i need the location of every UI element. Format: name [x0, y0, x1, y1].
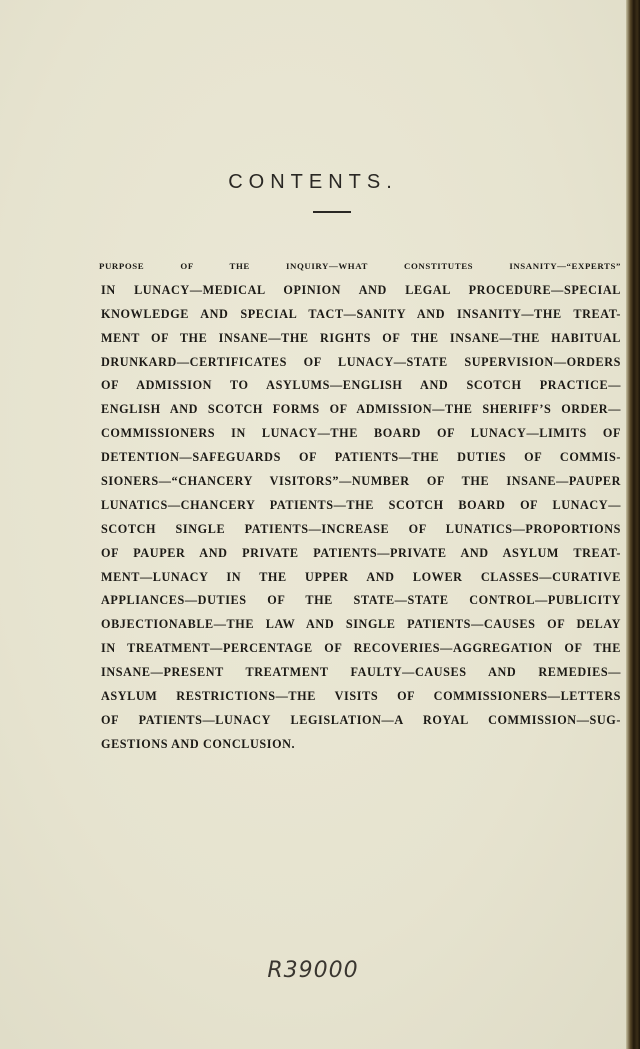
contents-paragraph — [101, 255, 621, 757]
title-rule — [313, 211, 351, 213]
contents-line: GESTIONS AND CONCLUSION. — [101, 736, 296, 751]
contents-line: INSANE—PRESENT TREATMENT FAULTY—CAUSES AND REMEDIES— — [101, 665, 621, 680]
contents-line: SCOTCH SINGLE PATIENTS—INCREASE OF LUNATICS—PROPORTIONS — [101, 521, 621, 536]
contents-line: IN TREATMENT—PERCENTAGE OF RECOVERIES—AGGREGATION OF THE — [101, 641, 621, 656]
contents-line: COMMISSIONERS IN LUNACY—THE BOARD OF LUNACY—LIMITS OF — [101, 426, 621, 441]
contents-line: DETENTION—SAFEGUARDS OF PATIENTS—THE DUTIES OF COMMIS- — [101, 450, 621, 465]
contents-line: APPLIANCES—DUTIES OF THE STATE—STATE CONTROL—PUBLICITY — [101, 593, 621, 608]
page-edge — [626, 0, 640, 1049]
catalog-mark: R39000 — [267, 958, 359, 983]
contents-line: OF ADMISSION TO ASYLUMS—ENGLISH AND SCOTCH PRACTICE— — [101, 378, 621, 393]
contents-line: PURPOSE OF THE INQUIRY—WHAT CONSTITUTES INSANITY—“EXPERTS” — [99, 261, 621, 271]
contents-line: OF PAUPER AND PRIVATE PATIENTS—PRIVATE AND ASYLUM TREAT- — [101, 545, 621, 560]
contents-line: OF PATIENTS—LUNACY LEGISLATION—A ROYAL COMMISSION—SUG- — [101, 712, 621, 727]
contents-line: ENGLISH AND SCOTCH FORMS OF ADMISSION—THE SHERIFF’S ORDER— — [101, 402, 621, 417]
contents-line: SIONERS—“CHANCERY VISITORS”—NUMBER OF THE INSANE—PAUPER — [101, 474, 621, 489]
contents-line: MENT—LUNACY IN THE UPPER AND LOWER CLASSES—CURATIVE — [101, 569, 621, 584]
contents-line: MENT OF THE INSANE—THE RIGHTS OF THE INSANE—THE HABITUAL — [101, 330, 621, 345]
contents-line: OBJECTIONABLE—THE LAW AND SINGLE PATIENTS—CAUSES OF DELAY — [101, 617, 621, 632]
contents-line: DRUNKARD—CERTIFICATES OF LUNACY—STATE SUPERVISION—ORDERS — [101, 354, 621, 369]
contents-line: ASYLUM RESTRICTIONS—THE VISITS OF COMMISSIONERS—LETTERS — [101, 689, 621, 704]
contents-line: LUNATICS—CHANCERY PATIENTS—THE SCOTCH BOARD OF LUNACY— — [101, 497, 621, 512]
contents-line: KNOWLEDGE AND SPECIAL TACT—SANITY AND INSANITY—THE TREAT- — [101, 306, 621, 321]
contents-line: IN LUNACY—MEDICAL OPINION AND LEGAL PROCEDURE—SPECIAL — [101, 282, 621, 297]
page-title: CONTENTS. — [228, 171, 398, 193]
